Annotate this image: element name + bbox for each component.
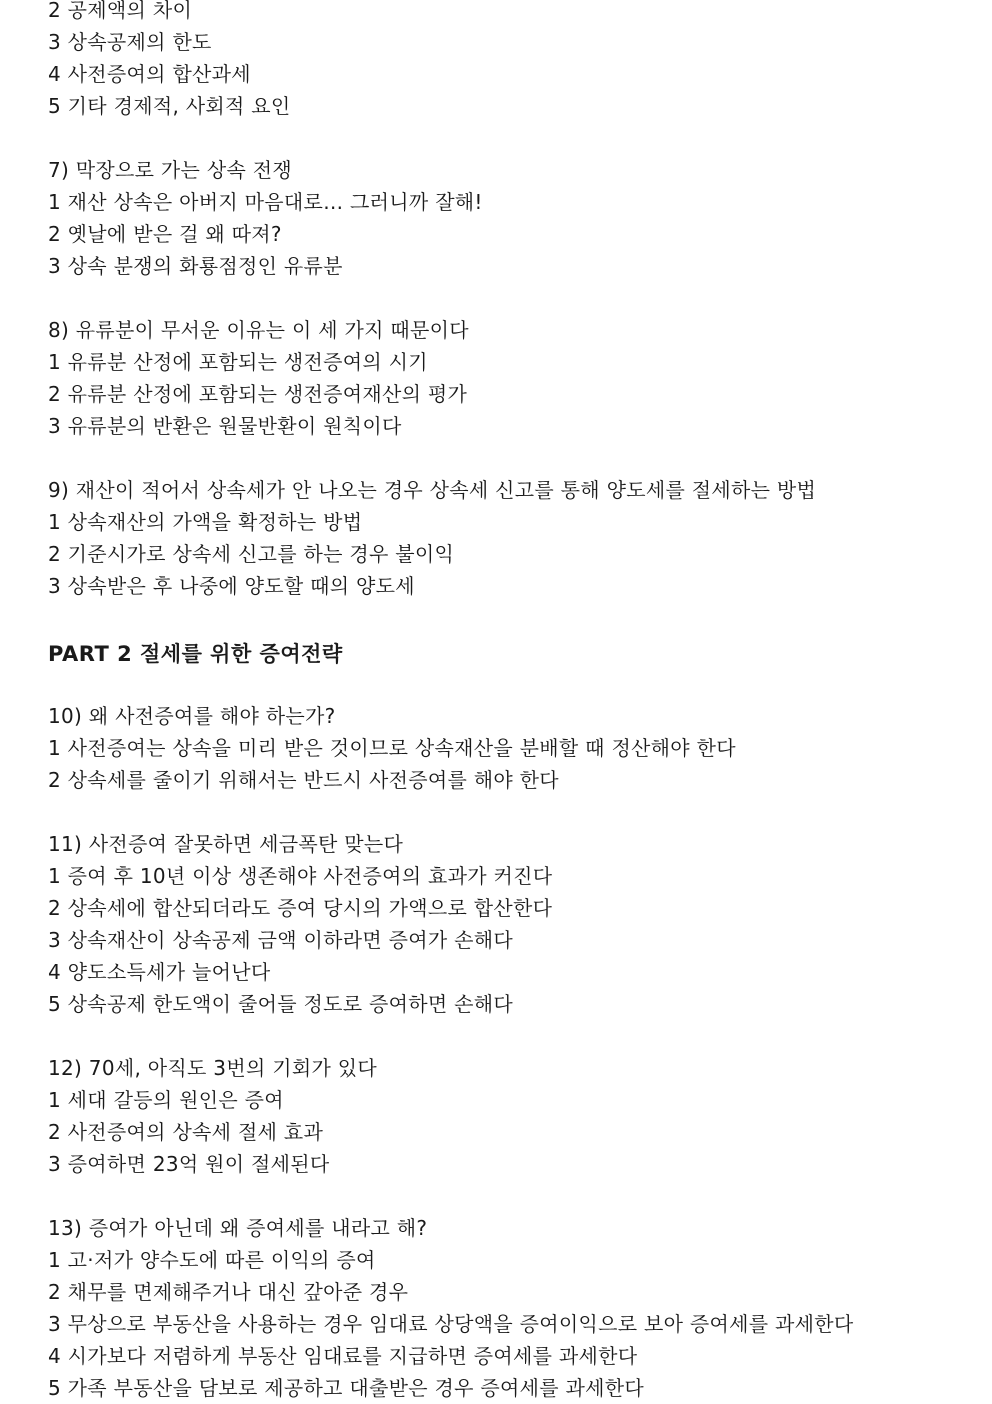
section-title: 13) 증여가 아닌데 왜 증여세를 내라고 해? (48, 1216, 428, 1240)
list-item: 1 고·저가 양수도에 따른 이익의 증여 (48, 1248, 376, 1272)
section-11 (48, 828, 978, 1020)
list-item: 1 재산 상속은 아버지 마음대로… 그러니까 잘해! (48, 190, 483, 214)
section-10 (48, 700, 978, 796)
list-item: 3 상속 분쟁의 화룡점정인 유류분 (48, 254, 343, 278)
section-title: 8) 유류분이 무서운 이유는 이 세 가지 때문이다 (48, 318, 469, 342)
spacer (48, 442, 978, 474)
section-title: 12) 70세, 아직도 3번의 기회가 있다 (48, 1056, 377, 1080)
list-item: 2 사전증여의 상속세 절세 효과 (48, 1120, 324, 1144)
list-item: 3 상속받은 후 나중에 양도할 때의 양도세 (48, 574, 415, 598)
list-item: 2 상속세에 합산되더라도 증여 당시의 가액으로 합산한다 (48, 896, 553, 920)
top-item-list (48, 0, 978, 122)
list-item: 2 유류분 산정에 포함되는 생전증여재산의 평가 (48, 382, 468, 406)
list-item: 2 옛날에 받은 걸 왜 따져? (48, 222, 282, 246)
list-item: 1 세대 갈등의 원인은 증여 (48, 1088, 284, 1112)
list-item: 4 시가보다 저렴하게 부동산 임대료를 지급하면 증여세를 과세한다 (48, 1344, 638, 1368)
list-item: 1 유류분 산정에 포함되는 생전증여의 시기 (48, 350, 428, 374)
section-9 (48, 474, 978, 602)
list-item: 5 가족 부동산을 담보로 제공하고 대출받은 경우 증여세를 과세한다 (48, 1376, 645, 1400)
list-item: 1 상속재산의 가액을 확정하는 방법 (48, 510, 363, 534)
spacer (48, 282, 978, 314)
list-item: 2 공제액의 차이 (48, 0, 193, 22)
list-item: 1 증여 후 10년 이상 생존해야 사전증여의 효과가 커진다 (48, 864, 553, 888)
list-item: 3 상속재산이 상속공제 금액 이하라면 증여가 손해다 (48, 928, 513, 952)
section-12 (48, 1052, 978, 1180)
section-8 (48, 314, 978, 442)
list-item: 2 기준시가로 상속세 신고를 하는 경우 불이익 (48, 542, 455, 566)
list-item: 3 유류분의 반환은 원물반환이 원칙이다 (48, 414, 402, 438)
list-item: 2 채무를 면제해주거나 대신 갚아준 경우 (48, 1280, 409, 1304)
list-item: 3 무상으로 부동산을 사용하는 경우 임대료 상당액을 증여이익으로 보아 증여세를 과세한다 (48, 1312, 854, 1336)
spacer (48, 602, 978, 634)
section-title: 9) 재산이 적어서 상속세가 안 나오는 경우 상속세 신고를 통해 양도세를 절세하는 방법 (48, 478, 817, 502)
section-13 (48, 1212, 978, 1404)
section-title: 10) 왜 사전증여를 해야 하는가? (48, 704, 336, 728)
list-item: 5 상속공제 한도액이 줄어들 정도로 증여하면 손해다 (48, 992, 513, 1016)
part-heading: PART 2 절세를 위한 증여전략 (48, 642, 343, 666)
spacer (48, 1180, 978, 1212)
spacer (48, 122, 978, 154)
section-7 (48, 154, 978, 282)
document-page (48, 0, 978, 1404)
list-item: 5 기타 경제적, 사회적 요인 (48, 94, 291, 118)
list-item: 2 상속세를 줄이기 위해서는 반드시 사전증여를 해야 한다 (48, 768, 559, 792)
spacer (48, 796, 978, 828)
list-item: 4 사전증여의 합산과세 (48, 62, 251, 86)
section-title: 7) 막장으로 가는 상속 전쟁 (48, 158, 292, 182)
list-item: 4 양도소득세가 늘어난다 (48, 960, 271, 984)
list-item: 1 사전증여는 상속을 미리 받은 것이므로 상속재산을 분배할 때 정산해야 한다 (48, 736, 736, 760)
spacer (48, 1020, 978, 1052)
list-item: 3 상속공제의 한도 (48, 30, 212, 54)
section-title: 11) 사전증여 잘못하면 세금폭탄 맞는다 (48, 832, 404, 856)
list-item: 3 증여하면 23억 원이 절세된다 (48, 1152, 330, 1176)
